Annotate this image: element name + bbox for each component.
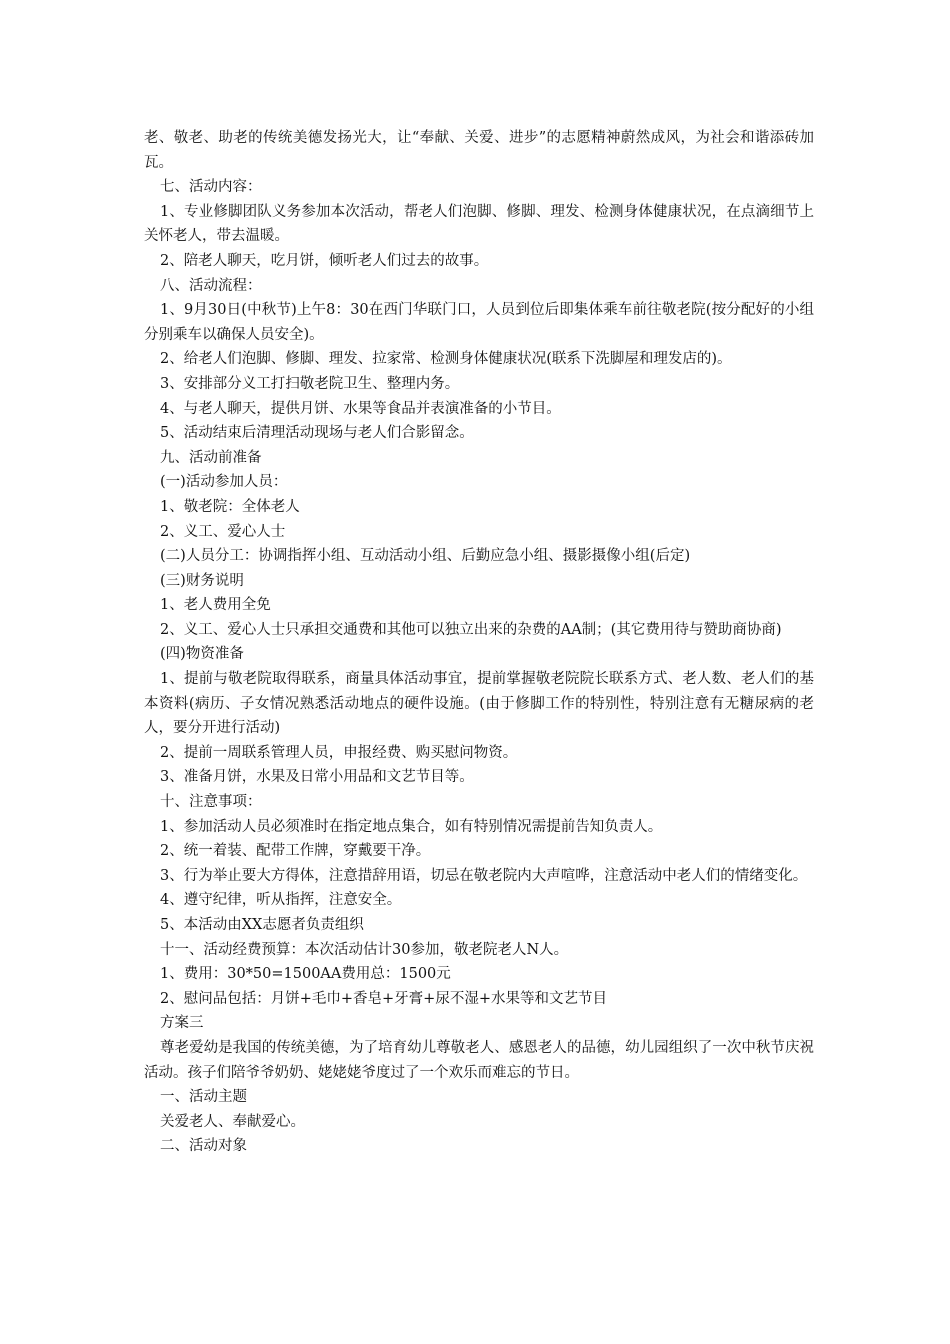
- paragraph: (二)人员分工：协调指挥小组、互动活动小组、后勤应急小组、摄影摄像小组(后定): [160, 548, 691, 565]
- paragraph: 八、活动流程：: [160, 277, 262, 294]
- paragraph: 2、提前一周联系管理人员，申报经费、购买慰问物资。: [160, 744, 518, 761]
- paragraph: 2、义工、爱心人士只承担交通费和其他可以独立出来的杂费的AA制；(其它费用待与赞助商协商): [160, 621, 782, 638]
- paragraph: 5、活动结束后清理活动现场与老人们合影留念。: [160, 425, 474, 442]
- paragraph: 1、参加活动人员必须准时在指定地点集合，如有特别情况需提前告知负责人。: [160, 818, 663, 835]
- paragraph: 1、提前与敬老院取得联系，商量具体活动事宜，提前掌握敬老院院长联系方式、老人数、老人们的基本资料(病历、子女情况熟悉活动地点的硬件设施。(由于修脚工作的特别性，特别注意有无糖尿病的老人，要分开进行活动): [144, 671, 814, 737]
- paragraph: 二、活动对象: [160, 1138, 247, 1155]
- paragraph: 方案三: [160, 1015, 204, 1032]
- paragraph: 3、行为举止要大方得体，注意措辞用语，切忌在敬老院内大声喧哗，注意活动中老人们的情绪变化。: [160, 867, 808, 884]
- paragraph: 5、本活动由XX志愿者负责组织: [160, 917, 364, 933]
- paragraph: 4、遵守纪律，听从指挥，注意安全。: [160, 892, 402, 909]
- paragraph: 3、准备月饼，水果及日常小用品和文艺节目等。: [160, 769, 474, 786]
- document-page: [144, 126, 814, 1159]
- paragraph: 十、注意事项：: [160, 794, 262, 811]
- paragraph: 3、安排部分义工打扫敬老院卫生、整理内务。: [160, 375, 460, 392]
- paragraph: 2、慰问品包括：月饼+毛巾+香皂+牙膏+尿不湿+水果等和文艺节目: [160, 990, 607, 1007]
- paragraph: 2、义工、爱心人士: [160, 523, 286, 540]
- paragraph: 2、给老人们泡脚、修脚、理发、拉家常、检测身体健康状况(联系下洗脚屋和理发店的)。: [160, 351, 732, 368]
- paragraph: 尊老爱幼是我国的传统美德，为了培育幼儿尊敬老人、感恩老人的品德，幼儿园组织了一次中秋节庆祝活动。孩子们陪爷爷奶奶、姥姥姥爷度过了一个欢乐而难忘的节日。: [144, 1039, 814, 1081]
- paragraph: 九、活动前准备: [160, 449, 262, 466]
- paragraph: (三)财务说明: [160, 572, 244, 589]
- paragraph: 十一、活动经费预算：本次活动估计30参加，敬老院老人N人。: [160, 941, 569, 958]
- paragraph: 1、费用：30*50=1500AA费用总：1500元: [160, 966, 451, 983]
- paragraph: 4、与老人聊天，提供月饼、水果等食品并表演准备的小节目。: [160, 400, 561, 417]
- paragraph: 1、专业修脚团队义务参加本次活动，帮老人们泡脚、修脚、理发、检测身体健康状况，在点滴细节上关怀老人，带去温暖。: [144, 203, 814, 245]
- paragraph: 1、老人费用全免: [160, 597, 271, 614]
- paragraph: 2、统一着装、配带工作牌，穿戴要干净。: [160, 843, 431, 860]
- paragraph: 1、敬老院：全体老人: [160, 498, 300, 515]
- paragraph: 关爱老人、奉献爱心。: [160, 1113, 305, 1130]
- paragraph: 一、活动主题: [160, 1089, 247, 1106]
- paragraph: 2、陪老人聊天，吃月饼，倾听老人们过去的故事。: [160, 252, 489, 269]
- paragraph: 1、9月30日(中秋节)上午8：30在西门华联门口，人员到位后即集体乘车前往敬老院(按分配好的小组分别乘车以确保人员安全)。: [144, 302, 814, 343]
- paragraph: (四)物资准备: [160, 646, 244, 663]
- paragraph: (一)活动参加人员：: [160, 474, 288, 491]
- paragraph: 七、活动内容：: [160, 179, 262, 196]
- paragraph: 老、敬老、助老的传统美德发扬光大，让“奉献、关爱、进步”的志愿精神蔚然成风，为社会和谐添砖加瓦。: [144, 130, 814, 171]
